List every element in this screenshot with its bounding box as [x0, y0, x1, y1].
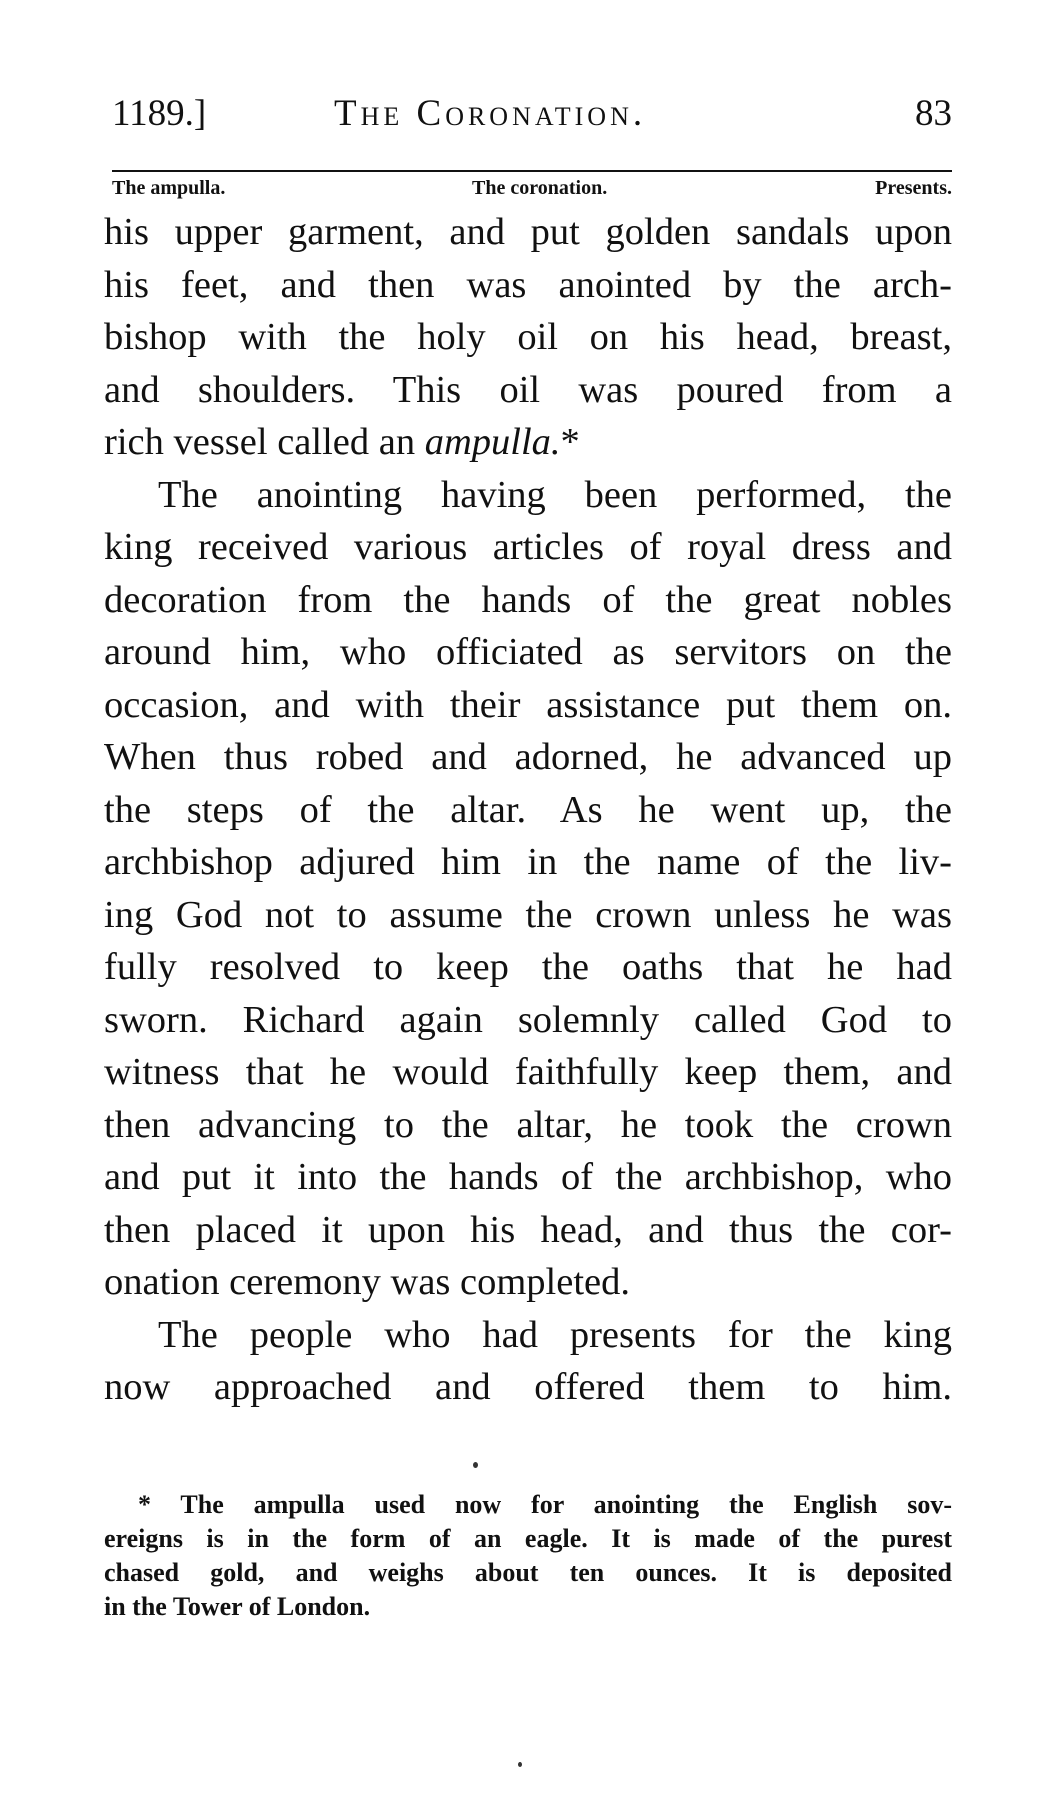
body-text: [104, 206, 952, 1414]
footnote-line: ereigns is in the form of an eagle. It is made of the purest: [104, 1524, 952, 1553]
marginal-subheads: [112, 175, 952, 201]
text-line: sworn. Richard again solemnly called God to: [104, 998, 952, 1041]
print-speck: [518, 1762, 522, 1767]
print-speck: [473, 1462, 478, 1468]
subhead-center: The coronation.: [472, 177, 608, 199]
header-rule: [112, 170, 952, 172]
text-line: The anointing having been performed, the: [158, 473, 952, 516]
footnote-line: [104, 1488, 952, 1522]
text-line: ing God not to assume the crown unless he was: [104, 893, 952, 936]
text-line: and shoulders. This oil was poured from a: [104, 368, 952, 411]
text-line: the steps of the altar. As he went up, the: [104, 788, 952, 831]
page-number: 83: [915, 93, 952, 134]
italic-term: ampulla.: [424, 421, 561, 463]
paragraph-3: [104, 1309, 952, 1414]
footnote-mark: *: [560, 421, 580, 463]
text-line: around him, who officiated as servitors on the: [104, 631, 952, 673]
text-line: fully resolved to keep the oaths that he had: [104, 946, 952, 988]
text-line: now approached and offered them to him.: [104, 1366, 952, 1408]
text-line: then advancing to the altar, he took the crown: [104, 1103, 952, 1146]
text-line: his feet, and then was anointed by the arch-: [104, 263, 952, 306]
footnote-text: * The ampulla used now for anointing the English sov-: [138, 1490, 952, 1519]
text-line: bishop with the holy oil on his head, breast,: [104, 316, 952, 358]
text-line: archbishop adjured him in the name of the liv-: [104, 841, 952, 883]
text-line: occasion, and with their assistance put them on.: [104, 683, 952, 726]
subhead-right: Presents.: [875, 177, 952, 199]
paragraph-2: [104, 469, 952, 1309]
text-fragment: rich vessel called an: [104, 421, 425, 463]
text-line: king received various articles of royal dress and: [104, 526, 952, 568]
subhead-left: The ampulla.: [112, 177, 226, 199]
text-line: and put it into the hands of the archbishop, who: [104, 1156, 952, 1198]
running-head: [112, 92, 952, 136]
text-line: his upper garment, and put golden sandals upon: [104, 211, 952, 253]
text-line: then placed it upon his head, and thus the cor-: [104, 1208, 952, 1251]
footnote: [104, 1488, 952, 1624]
text-line: witness that he would faithfully keep them, and: [104, 1051, 952, 1093]
text-line: [104, 416, 952, 469]
text-line: When thus robed and adorned, he advanced up: [104, 736, 952, 778]
text-line: onation ceremony was completed.: [104, 1261, 630, 1303]
text-line: decoration from the hands of the great nobles: [104, 578, 952, 621]
text-line: The people who had presents for the king: [158, 1313, 952, 1356]
paragraph-1: [104, 206, 952, 469]
footnote-line: in the Tower of London.: [104, 1592, 371, 1621]
running-head-title: The Coronation.: [334, 93, 647, 134]
footnote-line: chased gold, and weighs about ten ounces. It is deposited: [104, 1558, 952, 1587]
running-head-year: 1189.]: [112, 93, 207, 134]
